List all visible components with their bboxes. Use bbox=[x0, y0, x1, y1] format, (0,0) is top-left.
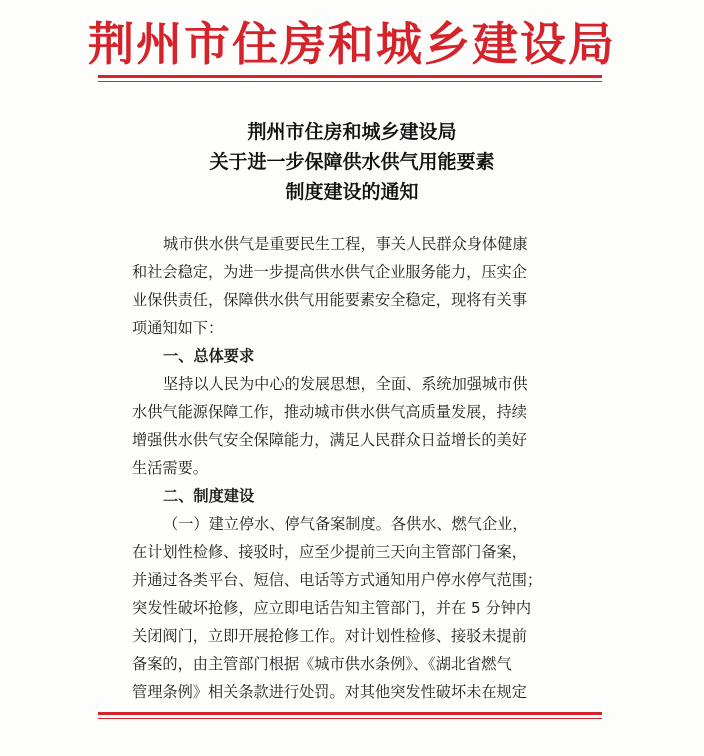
section2-line: 在计划性检修、接驳时，应至少提前三天向主管部门备案， bbox=[132, 543, 527, 561]
section2-line: 突发性破坏抢修，应立即电话告知主管部门，并在 5 分钟内 bbox=[132, 599, 532, 617]
intro-paragraph bbox=[132, 230, 582, 342]
footer-rule-bottom bbox=[98, 718, 602, 719]
intro-line: 业保供责任，保障供水供气用能要素安全稳定，现将有关事 bbox=[132, 291, 527, 309]
letterhead-rule-top bbox=[98, 75, 602, 78]
section1-line: 水供气能源保障工作，推动城市供水供气高质量发展，持续 bbox=[132, 403, 527, 421]
intro-line: 城市供水供气是重要民生工程，事关人民群众身体健康 bbox=[163, 235, 528, 253]
section2-line: 管理条例》相关条款进行处罚。对其他突发性破坏未在规定 bbox=[132, 683, 527, 701]
section2-line: 关闭阀门，立即开展抢修工作。对计划性检修、接驳未提前 bbox=[132, 627, 527, 645]
section2-line: （一）建立停水、停气备案制度。各供水、燃气企业， bbox=[163, 515, 528, 533]
section1-paragraph bbox=[132, 370, 582, 482]
notice-title-line1: 荆州市住房和城乡建设局 bbox=[247, 121, 457, 143]
intro-line: 项通知如下： bbox=[132, 319, 224, 337]
intro-line: 和社会稳定，为进一步提高供水供气企业服务能力，压实企 bbox=[132, 263, 527, 281]
section1-line: 坚持以人民为中心的发展思想，全面、系统加强城市供 bbox=[163, 375, 528, 393]
letterhead-title: 荆州市住房和城乡建设局 bbox=[88, 17, 616, 71]
footer-rule-top bbox=[98, 712, 602, 715]
section1-line: 生活需要。 bbox=[132, 459, 208, 477]
letterhead-rule-bottom bbox=[98, 81, 602, 82]
section1-line: 增强供水供气安全保障能力，满足人民群众日益增长的美好 bbox=[132, 431, 527, 449]
section1-heading: 一、总体要求 bbox=[163, 347, 255, 365]
notice-title-line3: 制度建设的通知 bbox=[285, 181, 419, 203]
notice-body bbox=[132, 230, 582, 706]
notice-title bbox=[0, 117, 704, 207]
section2-line: 备案的，由主管部门根据《城市供水条例》、《湖北省燃气 bbox=[132, 655, 512, 673]
section2-line: 并通过各类平台、短信、电话等方式通知用户停水停气范围； bbox=[132, 571, 543, 589]
section2-paragraph bbox=[132, 510, 582, 706]
notice-title-line2: 关于进一步保障供水供气用能要素 bbox=[209, 151, 495, 173]
section2-heading: 二、制度建设 bbox=[163, 487, 255, 505]
